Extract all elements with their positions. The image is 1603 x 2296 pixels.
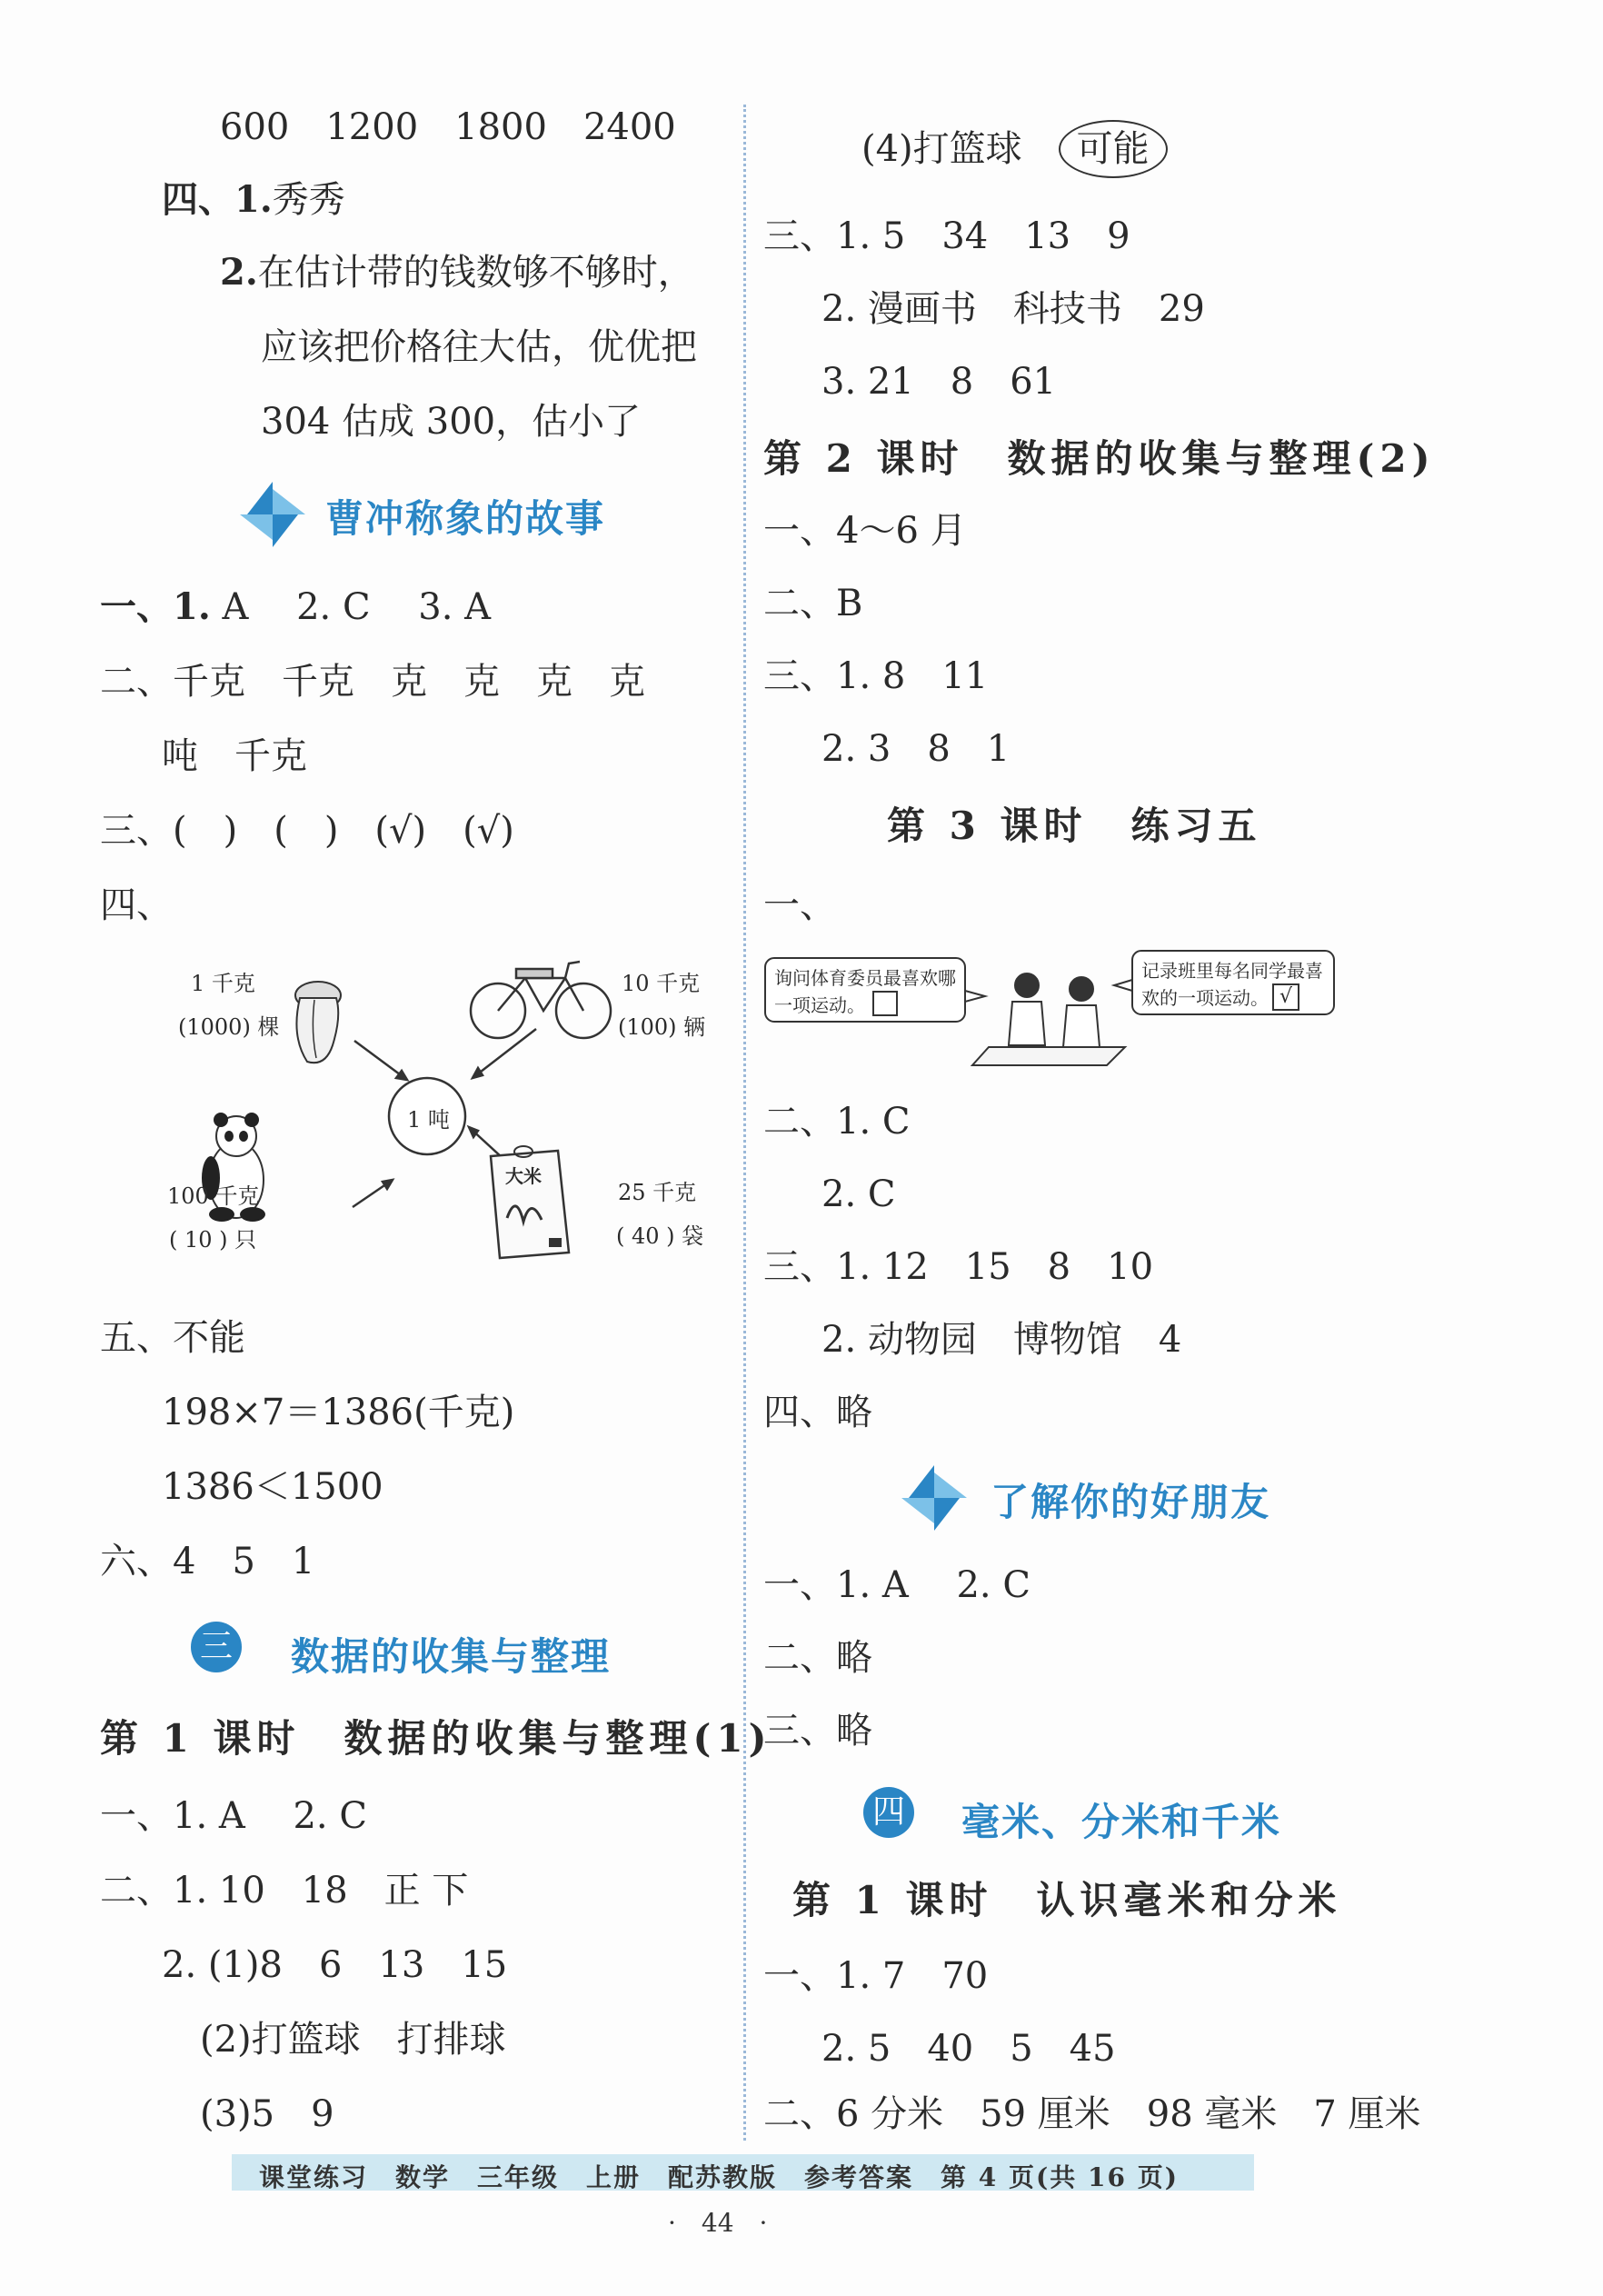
l1-q2-4: (3)5 9 — [200, 2093, 334, 2135]
l1-q1: 一、1. A 2. C — [100, 1795, 367, 1837]
section-title: 曹冲称象的故事 — [325, 496, 606, 541]
checkbox-empty — [872, 991, 898, 1016]
cabbage-count: (1000) 棵 — [178, 1014, 280, 1040]
bubble-left-line1: 询问体育委员最喜欢哪 — [774, 967, 956, 989]
r-q3-1: 三、1. 5 34 13 9 — [763, 215, 1130, 257]
l3-q4: 四、略 — [763, 1392, 872, 1433]
l2-q1: 一、4～6 月 — [763, 510, 967, 552]
survey-illustration — [762, 945, 1343, 1073]
unit-number: 三 — [191, 1622, 242, 1672]
lesson-title: 第 1 课时 数据的收集与整理(1) — [100, 1716, 772, 1761]
unit-badge — [191, 1622, 242, 1672]
pinwheel-icon — [238, 480, 307, 553]
s2-q3: 三、略 — [763, 1710, 872, 1752]
answer-line: 600 1200 1800 2400 — [220, 106, 676, 148]
lesson-title: 第 1 课时 认识毫米和分米 — [792, 1878, 1342, 1922]
r-line1 — [861, 120, 1168, 178]
panda-weight: 100 千克 — [167, 1183, 260, 1209]
l3-q3-2: 2. 动物园 博物馆 4 — [821, 1319, 1182, 1361]
l3-q3-1: 三、1. 12 15 8 10 — [763, 1246, 1154, 1288]
s2-q2: 二、略 — [763, 1637, 872, 1679]
center-label: 1 吨 — [407, 1107, 450, 1133]
answer-text: (4)打篮球 — [861, 128, 1022, 170]
weight-diagram — [154, 945, 736, 1273]
bubble-right-line1: 记录班里每名同学最喜 — [1141, 960, 1323, 982]
rice-count: ( 40 ) 袋 — [616, 1223, 704, 1249]
unit-title: 毫米、分米和千米 — [961, 1800, 1282, 1844]
question-number: 四、1. — [162, 178, 273, 221]
circled-answer: 可能 — [1059, 120, 1168, 178]
footer-text: 课堂练习 数学 三年级 上册 配苏教版 参考答案 第 4 页(共 16 页) — [259, 2162, 1179, 2192]
lesson-title: 第 2 课时 数据的收集与整理(2) — [763, 436, 1436, 481]
s1-q4: 四、 — [100, 884, 173, 926]
l4-q1-2: 2. 5 40 5 45 — [821, 2028, 1116, 2070]
cabbage-weight: 1 千克 — [191, 971, 255, 996]
question-number: 一、1. — [100, 585, 211, 628]
l2-q2: 二、B — [763, 583, 863, 624]
bicycle-count: (100) 辆 — [618, 1014, 706, 1040]
l3-q2-2: 2. C — [821, 1173, 896, 1215]
s1-q5-calc2: 1386＜1500 — [162, 1466, 383, 1508]
s2-q1: 一、1. A 2. C — [763, 1564, 1030, 1606]
answer-text: A 2. C 3. A — [210, 586, 492, 628]
unit-number: 四 — [863, 1787, 914, 1838]
r-q3-3: 3. 21 8 61 — [821, 361, 1057, 403]
l4-q2: 二、6 分米 59 厘米 98 毫米 7 厘米 — [763, 2093, 1421, 2135]
s1-q3: 三、( ) ( ) (√) (√) — [100, 810, 514, 852]
answer-text: 千克 千克 克 克 克 克 — [173, 661, 645, 703]
bicycle-weight: 10 千克 — [622, 971, 701, 996]
panda-count: ( 10 ) 只 — [169, 1227, 257, 1253]
students-icon — [972, 973, 1125, 1065]
pinwheel-icon — [900, 1463, 969, 1536]
bicycle-icon — [471, 962, 611, 1038]
s1-q2-line1 — [100, 656, 645, 707]
lesson-title: 第 3 课时 练习五 — [887, 804, 1262, 848]
answer-4-2-line3: 304 估成 300，估小了 — [261, 401, 642, 443]
rice-weight: 25 千克 — [618, 1180, 697, 1205]
s1-q1 — [100, 582, 491, 633]
column-divider — [743, 105, 746, 2141]
s1-q5: 五、不能 — [100, 1317, 245, 1359]
answer-text: 在估计带的钱数够不够时， — [257, 252, 694, 294]
l2-q3-1: 三、1. 8 11 — [763, 655, 989, 697]
cabbage-icon — [295, 982, 341, 1063]
section-title: 了解你的好朋友 — [991, 1480, 1271, 1524]
question-number: 2. — [220, 251, 258, 294]
rice-bag-label: 大米 — [505, 1165, 542, 1187]
bubble-left-line2: 一项运动。 — [774, 994, 865, 1016]
bubble-right-line2: 欢的一项运动。 — [1141, 987, 1269, 1009]
checkbox-checked: √ — [1272, 983, 1299, 1011]
unit-title: 数据的收集与整理 — [291, 1634, 612, 1679]
l3-q2-1: 二、1. C — [763, 1101, 911, 1143]
l1-q2-2: 2. (1)8 6 13 15 — [162, 1944, 508, 1986]
answer-4-1 — [162, 175, 345, 225]
l2-q3-2: 2. 3 8 1 — [821, 728, 1011, 770]
page-number: · 44 · — [668, 2208, 768, 2238]
l3-q1: 一、 — [763, 884, 836, 926]
answer-4-2-line1 — [220, 247, 694, 298]
l4-q1-1: 一、1. 7 70 — [763, 1955, 989, 1997]
question-number: 二、 — [100, 661, 173, 703]
l1-q2-3: (2)打篮球 打排球 — [200, 2019, 506, 2061]
answer-4-2-line2: 应该把价格往大估，优优把 — [261, 326, 697, 368]
r-q3-2: 2. 漫画书 科技书 29 — [821, 288, 1205, 330]
l1-q2-1: 二、1. 10 18 正 下 — [100, 1870, 469, 1912]
s1-q6: 六、4 5 1 — [100, 1541, 315, 1582]
s1-q5-calc1: 198×7＝1386(千克) — [162, 1392, 515, 1433]
unit-badge — [863, 1787, 914, 1838]
answer-text: 秀秀 — [272, 179, 345, 221]
s1-q2-line2: 吨 千克 — [162, 735, 307, 777]
